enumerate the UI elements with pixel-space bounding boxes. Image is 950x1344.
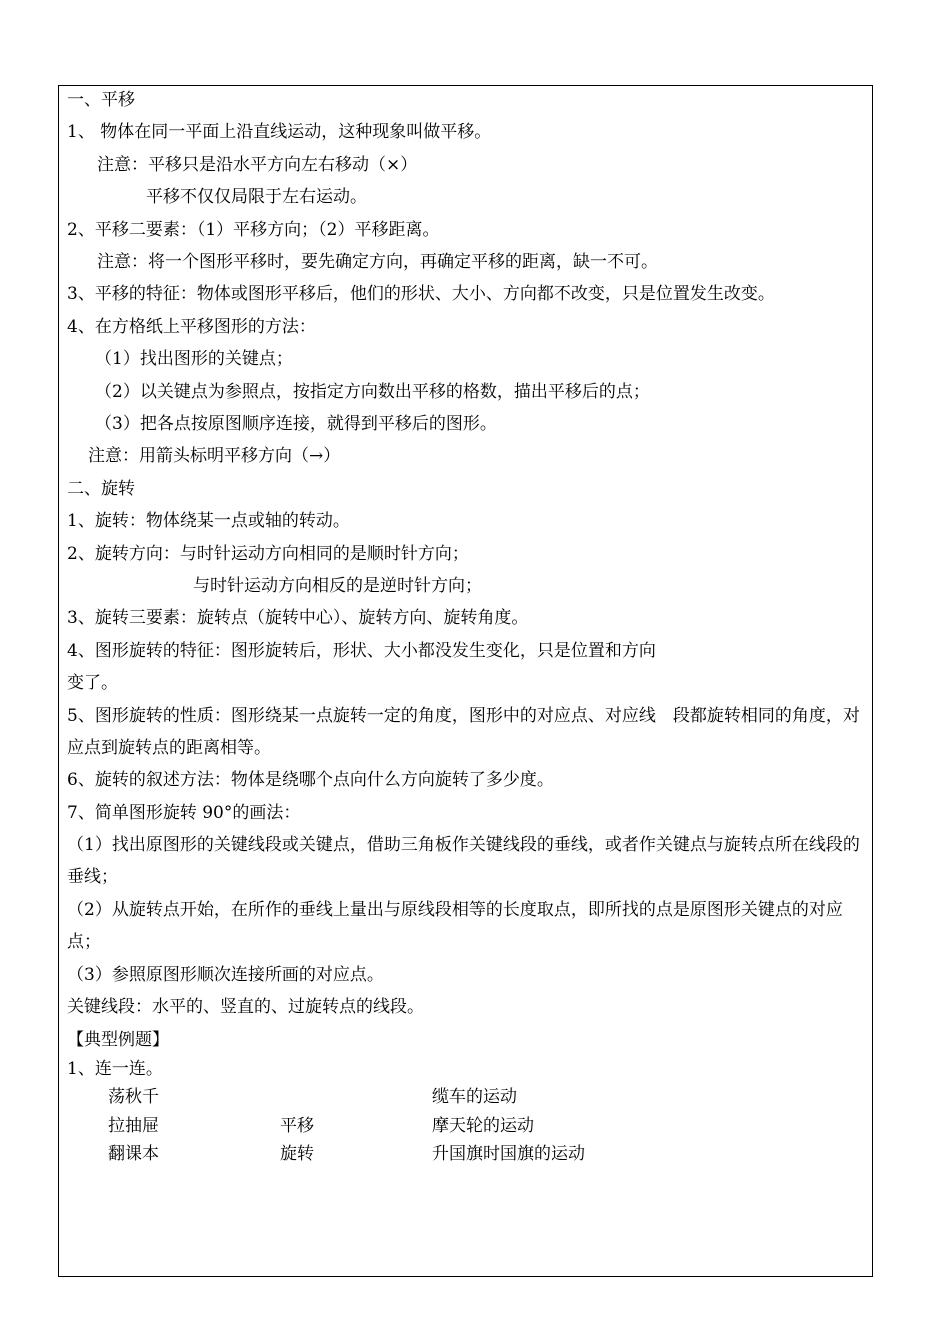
examples-heading: 【典型例题】 xyxy=(67,1030,169,1050)
text-paragraph: （2）从旋转点开始，在所作的垂线上量出与原线段相等的长度取点，即所找的点是原图形关键点的对应点； xyxy=(67,900,843,952)
text-line: 注意：将一个图形平移时，要先确定方向，再确定平移的距离，缺一不可。 xyxy=(97,252,658,272)
text-line: 3、平移的特征：物体或图形平移后，他们的形状、大小、方向都不改变，只是位置发生改变。 xyxy=(67,284,775,304)
text-line: 注意：平移只是沿水平方向左右移动（×） xyxy=(97,155,418,175)
text-line: 7、简单图形旋转 90°的画法： xyxy=(67,803,301,823)
match-left-item: 拉抽屉 xyxy=(108,1116,159,1136)
match-right-item: 摩天轮的运动 xyxy=(432,1116,534,1136)
section-heading-rotation: 二、旋转 xyxy=(67,479,135,499)
text-paragraph: （1）找出原图形的关键线段或关键点，借助三角板作关键线段的垂线，或者作关键点与旋转点所在线段的垂线； xyxy=(67,835,860,887)
match-right-item: 缆车的运动 xyxy=(432,1087,517,1107)
text-line: 与时针运动方向相反的是逆时针方向； xyxy=(193,576,482,596)
match-left-item: 荡秋千 xyxy=(108,1087,159,1107)
text-line: 平移不仅仅局限于左右运动。 xyxy=(146,187,367,207)
text-line: 2、平移二要素：（1）平移方向；（2）平移距离。 xyxy=(67,220,440,240)
match-left-item: 翻课本 xyxy=(108,1144,159,1164)
text-line: 3、旋转三要素：旋转点（旋转中心）、旋转方向、旋转角度。 xyxy=(67,608,529,628)
text-line: 1、连一连。 xyxy=(67,1059,163,1079)
match-middle-item: 平移 xyxy=(280,1116,314,1136)
text-line: 2、旋转方向：与时针运动方向相同的是顺时针方向； xyxy=(67,544,469,564)
text-line: （3）参照原图形顺次连接所画的对应点。 xyxy=(67,965,384,985)
text-line: 变了。 xyxy=(67,673,118,693)
text-line: 4、图形旋转的特征：图形旋转后，形状、大小都没发生变化，只是位置和方向 xyxy=(67,641,656,661)
text-line: 4、在方格纸上平移图形的方法： xyxy=(67,317,316,337)
text-line: （2）以关键点为参照点，按指定方向数出平移的格数，描出平移后的点； xyxy=(95,382,650,402)
text-line: 1、旋转：物体绕某一点或轴的转动。 xyxy=(67,511,350,531)
text-line: （1）找出图形的关键点； xyxy=(95,349,293,369)
match-right-item: 升国旗时国旗的运动 xyxy=(432,1144,585,1164)
text-line: （3）把各点按原图顺序连接，就得到平移后的图形。 xyxy=(95,414,497,434)
section-heading-translation: 一、平移 xyxy=(67,90,135,110)
text-line: 1、 物体在同一平面上沿直线运动，这种现象叫做平移。 xyxy=(67,122,492,142)
match-middle-item: 旋转 xyxy=(280,1144,314,1164)
text-line: 注意：用箭头标明平移方向（→） xyxy=(88,446,341,466)
text-line: 6、旋转的叙述方法：物体是绕哪个点向什么方向旋转了多少度。 xyxy=(67,770,554,790)
text-line: 关键线段：水平的、竖直的、过旋转点的线段。 xyxy=(67,997,424,1017)
text-paragraph: 5、图形旋转的性质：图形绕某一点旋转一定的角度，图形中的对应点、对应线 段都旋转相同的角度，对应点到旋转点的距离相等。 xyxy=(67,706,860,758)
